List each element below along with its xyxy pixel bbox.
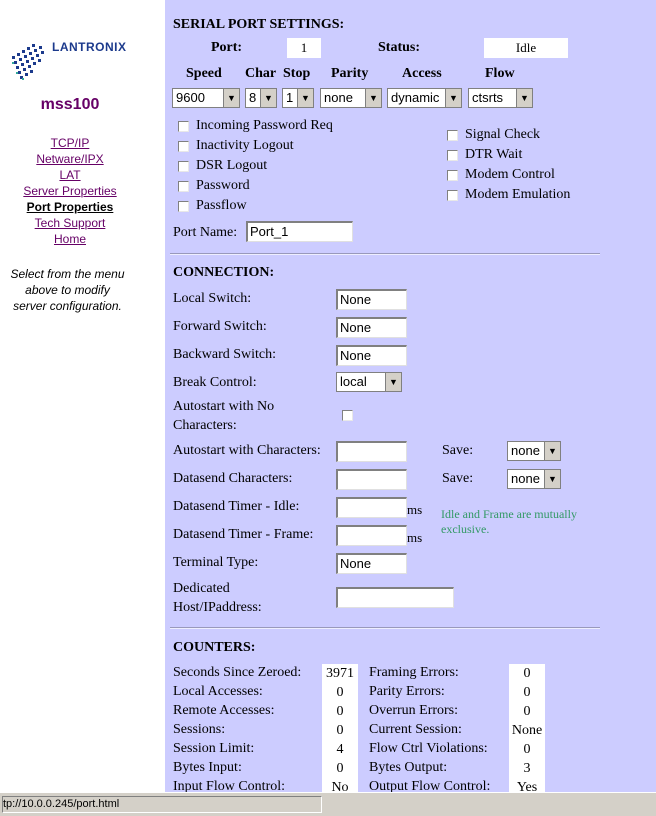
signal-check-checkbox[interactable] (447, 130, 458, 141)
datasend-save-label: Save: (442, 471, 474, 486)
modem-control-checkbox[interactable] (447, 170, 458, 181)
counter-label: Seconds Since Zeroed: (173, 665, 302, 680)
chevron-down-icon: ▼ (297, 89, 313, 107)
terminal-type-label: Terminal Type: (173, 555, 259, 570)
char-column-header: Char (245, 66, 277, 81)
parity-column-header: Parity (331, 66, 369, 81)
stop-select[interactable] (282, 88, 314, 108)
autostart-save-value: none (511, 443, 540, 458)
local-switch-input[interactable]: None (336, 289, 407, 310)
logo-text: LANTRONIX (52, 40, 127, 54)
break-control-label: Break Control: (173, 375, 257, 390)
chevron-down-icon: ▼ (385, 373, 401, 391)
port-label: Port: (211, 40, 243, 55)
counter-label: Overrun Errors: (369, 703, 459, 718)
counter-value: None (509, 721, 545, 740)
datasend-timer-frame-input[interactable] (336, 525, 407, 546)
char-select-value: 8 (249, 90, 257, 105)
counter-label: Output Flow Control: (369, 779, 491, 792)
nav-tcpip-link[interactable]: TCP/IP (50, 136, 90, 150)
dedicated-host-label: Dedicated (173, 581, 230, 596)
counter-value: 3971 (322, 664, 358, 683)
autostart-chars-input[interactable] (336, 441, 407, 462)
status-label: Status: (378, 40, 421, 55)
password-checkbox[interactable] (178, 181, 189, 192)
speed-column-header: Speed (186, 66, 222, 81)
port-value: 1 (287, 38, 321, 58)
break-control-select[interactable] (336, 372, 402, 392)
inactivity-logout-checkbox[interactable] (178, 141, 189, 152)
chevron-down-icon: ▼ (516, 89, 532, 107)
flow-select-value: ctsrts (472, 90, 504, 105)
counter-value: 0 (322, 721, 358, 740)
dsr-logout-label: DSR Logout (196, 158, 268, 173)
section-divider (170, 253, 600, 255)
server-name: mss100 (40, 96, 100, 113)
modem-emulation-label: Modem Emulation (465, 187, 571, 202)
char-select[interactable] (245, 88, 277, 108)
counter-value: 0 (509, 664, 545, 683)
sidebar (0, 0, 165, 792)
nav-lat-link[interactable]: LAT (59, 168, 81, 182)
counter-label: Input Flow Control: (173, 779, 286, 792)
frame-ms-unit: ms (407, 530, 423, 545)
nav-server-properties-link[interactable]: Server Properties (23, 184, 117, 198)
sidebar-hint (0, 266, 135, 314)
nav-port-properties-link[interactable]: Port Properties (26, 200, 114, 214)
hint-line: server configuration. (13, 299, 122, 313)
counter-value: 0 (322, 702, 358, 721)
inactivity-logout-label: Inactivity Logout (196, 138, 294, 153)
counter-label: Session Limit: (173, 741, 255, 756)
flow-select[interactable] (468, 88, 533, 108)
status-url: tp://10.0.0.245/port.html (2, 796, 322, 813)
counter-label: Flow Ctrl Violations: (369, 741, 488, 756)
counter-value: 0 (322, 683, 358, 702)
incoming-password-req-label: Incoming Password Req (196, 118, 333, 133)
counter-label: Remote Accesses: (173, 703, 275, 718)
break-control-value: local (340, 374, 367, 389)
speed-select-value: 9600 (176, 90, 205, 105)
counter-value: 0 (322, 759, 358, 778)
datasend-timer-idle-label: Datasend Timer - Idle: (173, 499, 300, 514)
counter-label: Parity Errors: (369, 684, 445, 699)
hint-line: above to modify (25, 283, 110, 297)
incoming-password-req-checkbox[interactable] (178, 121, 189, 132)
hint-line: Select from the menu (10, 267, 125, 281)
terminal-type-input[interactable]: None (336, 553, 407, 574)
serial-settings-heading: SERIAL PORT SETTINGS: (173, 17, 345, 32)
counter-value: 4 (322, 740, 358, 759)
access-column-header: Access (402, 66, 442, 81)
counter-label: Current Session: (369, 722, 462, 737)
timer-exclusive-note: Idle and Frame are mutually exclusive. (441, 507, 577, 536)
forward-switch-label: Forward Switch: (173, 319, 267, 334)
counter-label: Bytes Output: (369, 760, 448, 775)
datasend-timer-frame-label: Datasend Timer - Frame: (173, 527, 314, 542)
counter-label: Local Accesses: (173, 684, 263, 699)
autostart-save-select[interactable] (507, 441, 561, 461)
password-label: Password (196, 178, 250, 193)
signal-check-label: Signal Check (465, 127, 541, 142)
parity-select-value: none (324, 90, 353, 105)
speed-select[interactable] (172, 88, 240, 108)
datasend-chars-label: Datasend Characters: (173, 471, 293, 486)
dedicated-host-label-cont: Host/IPaddress: (173, 600, 262, 615)
counter-value: No (322, 778, 358, 792)
flow-column-header: Flow (485, 66, 515, 81)
counter-value: 0 (509, 702, 545, 721)
dsr-logout-checkbox[interactable] (178, 161, 189, 172)
browser-status-bar (0, 792, 656, 816)
parity-select[interactable] (320, 88, 382, 108)
counter-label: Sessions: (173, 722, 226, 737)
autostart-no-chars-checkbox[interactable] (342, 410, 353, 421)
datasend-save-select[interactable] (507, 469, 561, 489)
chevron-down-icon: ▼ (445, 89, 461, 107)
counter-label: Bytes Input: (173, 760, 242, 775)
chevron-down-icon: ▼ (365, 89, 381, 107)
connection-heading: CONNECTION: (173, 265, 275, 280)
chevron-down-icon: ▼ (260, 89, 276, 107)
chevron-down-icon: ▼ (223, 89, 239, 107)
port-name-input[interactable]: Port_1 (246, 221, 353, 242)
nav-tech-support-link[interactable]: Tech Support (34, 216, 106, 230)
counter-value: 0 (509, 740, 545, 759)
datasend-chars-input[interactable] (336, 469, 407, 490)
backward-switch-label: Backward Switch: (173, 347, 277, 362)
access-select-value: dynamic (391, 90, 440, 105)
counter-value: Yes (509, 778, 545, 792)
autostart-no-chars-label-cont: Characters: (173, 418, 237, 433)
counter-value: 3 (509, 759, 545, 778)
counters-heading: COUNTERS: (173, 640, 256, 655)
chevron-down-icon: ▼ (544, 470, 560, 488)
backward-switch-input[interactable]: None (336, 345, 407, 366)
idle-ms-unit: ms (407, 502, 423, 517)
counter-label: Framing Errors: (369, 665, 459, 680)
stop-column-header: Stop (283, 66, 311, 81)
stop-select-value: 1 (286, 90, 294, 105)
autostart-save-label: Save: (442, 443, 474, 458)
port-settings-panel (165, 0, 656, 792)
modem-control-label: Modem Control (465, 167, 555, 182)
dedicated-host-input[interactable] (336, 587, 454, 608)
autostart-no-chars-label: Autostart with No (173, 399, 275, 414)
chevron-down-icon: ▼ (544, 442, 560, 460)
modem-emulation-checkbox[interactable] (447, 190, 458, 201)
dtr-wait-checkbox[interactable] (447, 150, 458, 161)
counter-value: 0 (509, 683, 545, 702)
forward-switch-input[interactable]: None (336, 317, 407, 338)
passflow-label: Passflow (196, 198, 247, 213)
port-name-label: Port Name: (173, 225, 238, 240)
nav-home-link[interactable]: Home (53, 232, 86, 246)
local-switch-label: Local Switch: (173, 291, 252, 306)
autostart-chars-label: Autostart with Characters: (173, 443, 321, 458)
section-divider (170, 627, 600, 629)
nav-netware-ipx-link[interactable]: Netware/IPX (36, 152, 104, 166)
passflow-checkbox[interactable] (178, 201, 189, 212)
dtr-wait-label: DTR Wait (465, 147, 523, 162)
datasend-save-value: none (511, 471, 540, 486)
sidebar-nav (0, 135, 140, 247)
access-select[interactable] (387, 88, 462, 108)
status-value: Idle (484, 38, 568, 58)
datasend-timer-idle-input[interactable] (336, 497, 407, 518)
